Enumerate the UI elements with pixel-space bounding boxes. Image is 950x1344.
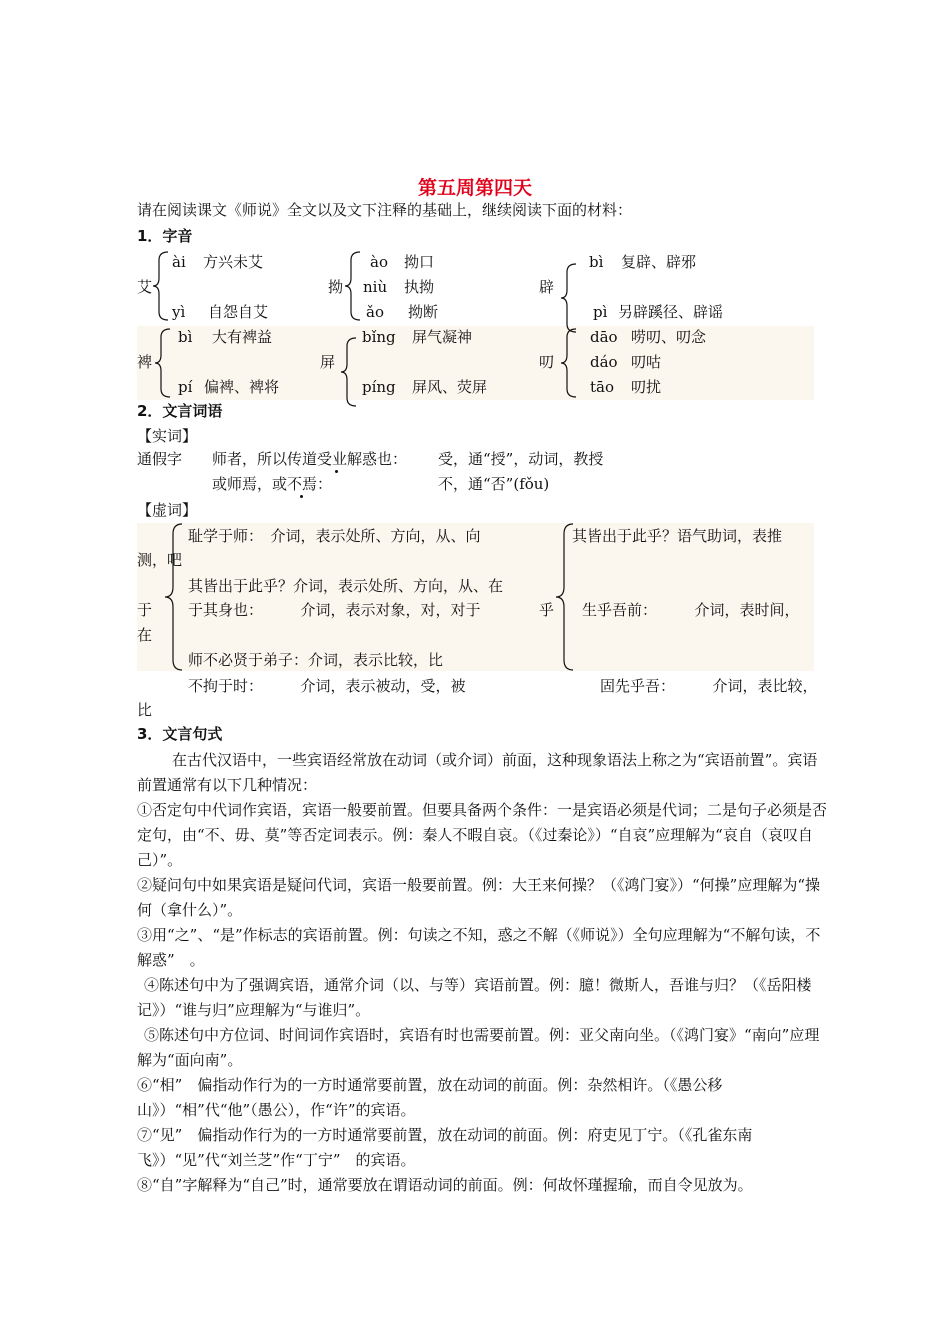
hu-usage-3: 固先乎吾： 介词，表比较， — [600, 677, 818, 695]
xuci-label: 【虚词】 — [137, 501, 198, 519]
pinyin: pì — [593, 303, 608, 321]
brace-ai — [152, 250, 172, 322]
tongjia-label: 通假字 — [137, 450, 183, 468]
example-2: 或师焉，或不焉： — [212, 475, 333, 493]
brace-ao — [344, 250, 364, 322]
paragraph-rule-6: ⑥“相” 偏指动作行为的一方时通常要前置，放在动词的前面。例：杂然相许。（《愚公移山》）“相”代“他”（愚公），作“许”的宾语。 — [137, 1076, 723, 1119]
hu-usage-1-cont: 测，吧 — [137, 551, 183, 569]
pinyin: píng — [362, 378, 396, 396]
brace-ping — [340, 336, 360, 408]
yu-usage-3: 于其身也： 介词，表示对象，对，对于 — [188, 601, 481, 619]
paragraph-rule-2: ②疑问句中如果宾语是疑问代词，宾语一般要前置。例：大王来何操？（《鸿门宴》）“何操”应理解为“操何（拿什么）”。 — [137, 876, 821, 919]
pinyin: tāo — [590, 378, 615, 396]
word: 屏风、荧屏 — [412, 378, 488, 396]
pinyin: pí — [178, 378, 193, 396]
hu-usage-2-cont: 在 — [137, 626, 153, 644]
pinyin: bǐng — [362, 328, 396, 346]
intro-text: 请在阅读课文《师说》全文以及文下注释的基础上，继续阅读下面的材料： — [137, 201, 633, 219]
section-3-heading: 3．文言句式 — [137, 725, 223, 743]
word: 另辟蹊径、辟谣 — [618, 303, 724, 321]
shici-label: 【实词】 — [137, 427, 198, 445]
paragraph-rule-8: ⑧“自”字解释为“自己”时，通常要放在谓语动词的前面。例：何故怀瑾握瑜，而自令见放为。 — [137, 1176, 753, 1194]
char-dao: 叨 — [539, 353, 555, 371]
yu-char: 于 — [137, 601, 153, 619]
paragraph-rule-7: ⑦“见” 偏指动作行为的一方时通常要前置，放在动词的前面。例：府吏见丁宁。（《孔雀东南飞》）“见”代“刘兰芝”作“丁宁” 的宾语。 — [137, 1126, 753, 1169]
brace-bi — [154, 327, 174, 399]
section-2-heading: 2．文言词语 — [137, 402, 223, 420]
word: 屏气凝神 — [412, 328, 473, 346]
brace-dao — [560, 327, 580, 399]
word: 拗断 — [408, 303, 439, 321]
pinyin: ǎo — [366, 303, 384, 321]
emphasis-dot — [335, 470, 338, 473]
word: 偏裨、裨将 — [204, 378, 280, 396]
paragraph-intro: 在古代汉语中，一些宾语经常放在动词（或介词）前面，这种现象语法上称之为“宾语前置”。宾语前置通常有以下几种情况： — [137, 751, 818, 794]
hu-usage-3-cont: 比 — [137, 701, 153, 719]
hu-usage-1: 其皆出于此乎？语气助词，表推 — [572, 527, 783, 545]
word: 叨扰 — [631, 378, 662, 396]
pinyin: dāo — [590, 328, 618, 346]
pinyin: dáo — [590, 353, 618, 371]
char-ping: 屏 — [320, 353, 336, 371]
yu-usage-5: 不拘于时： 介词，表示被动，受，被 — [188, 677, 466, 695]
paragraph-rule-5: ⑤陈述句中方位词、时间词作宾语时，宾语有时也需要前置。例：亚父南向坐。（《鸿门宴》“南向”应理解为“面向南”。 — [137, 1026, 820, 1069]
paragraph-rule-4: ④陈述句中为了强调宾语，通常介词（以、与等）宾语前置。例：臆！微斯人，吾谁与归？（《岳阳楼记》）“谁与归”应理解为“与谁归”。 — [137, 976, 812, 1019]
page-title: 第五周第四天 — [417, 177, 532, 199]
example-1-note: 受，通“授”，动词，教授 — [438, 450, 604, 468]
pinyin: bì — [178, 328, 193, 346]
word: 唠叨、叨念 — [631, 328, 707, 346]
example-1: 师者，所以传道受业解惑也： — [212, 450, 408, 468]
hu-usage-2: 生乎吾前： 介词，表时间， — [582, 601, 800, 619]
pinyin: yì — [172, 303, 186, 321]
char-bi: 裨 — [137, 353, 153, 371]
paragraph-rule-1: ①否定句中代词作宾语，宾语一般要前置。但要具备两个条件：一是宾语必须是代词；二是句子必须是否定句，由“不、毋、莫”等否定词表示。例：秦人不暇自哀。（《过秦论》）“自哀”应理解为“哀自（哀叹自己）”。 — [137, 801, 828, 869]
word: 方兴未艾 — [203, 253, 264, 271]
pinyin: ào — [370, 253, 388, 271]
pinyin: niù — [363, 278, 388, 296]
paragraph-rule-3: ③用“之”、“是”作标志的宾语前置。例：句读之不知，惑之不解（《师说》）全句应理解为“不解句读，不解惑” 。 — [137, 926, 821, 969]
hu-char: 乎 — [539, 601, 555, 619]
example-2-note: 不，通“否”(fǒu) — [438, 475, 550, 493]
yu-usage-2: 其皆出于此乎？介词，表示处所、方向，从、在 — [188, 577, 504, 595]
yu-usage-4: 师不必贤于弟子：介词，表示比较，比 — [188, 651, 444, 669]
brace-yu — [164, 522, 186, 672]
yu-usage-1: 耻学于师： 介词，表示处所、方向，从、向 — [188, 527, 481, 545]
word: 大有裨益 — [212, 328, 273, 346]
char-ao: 拗 — [328, 278, 344, 296]
word: 拗口 — [404, 253, 435, 271]
brace-pi — [560, 262, 580, 334]
word: 自怨自艾 — [208, 303, 269, 321]
pinyin: bì — [589, 253, 604, 271]
word: 复辟、辟邪 — [621, 253, 697, 271]
char-ai: 艾 — [137, 278, 153, 296]
pinyin: ài — [172, 253, 186, 271]
word: 执拗 — [404, 278, 435, 296]
emphasis-dot — [300, 495, 303, 498]
word: 叨咕 — [631, 353, 662, 371]
section-1-heading: 1．字音 — [137, 227, 193, 245]
char-pi: 辟 — [539, 278, 555, 296]
